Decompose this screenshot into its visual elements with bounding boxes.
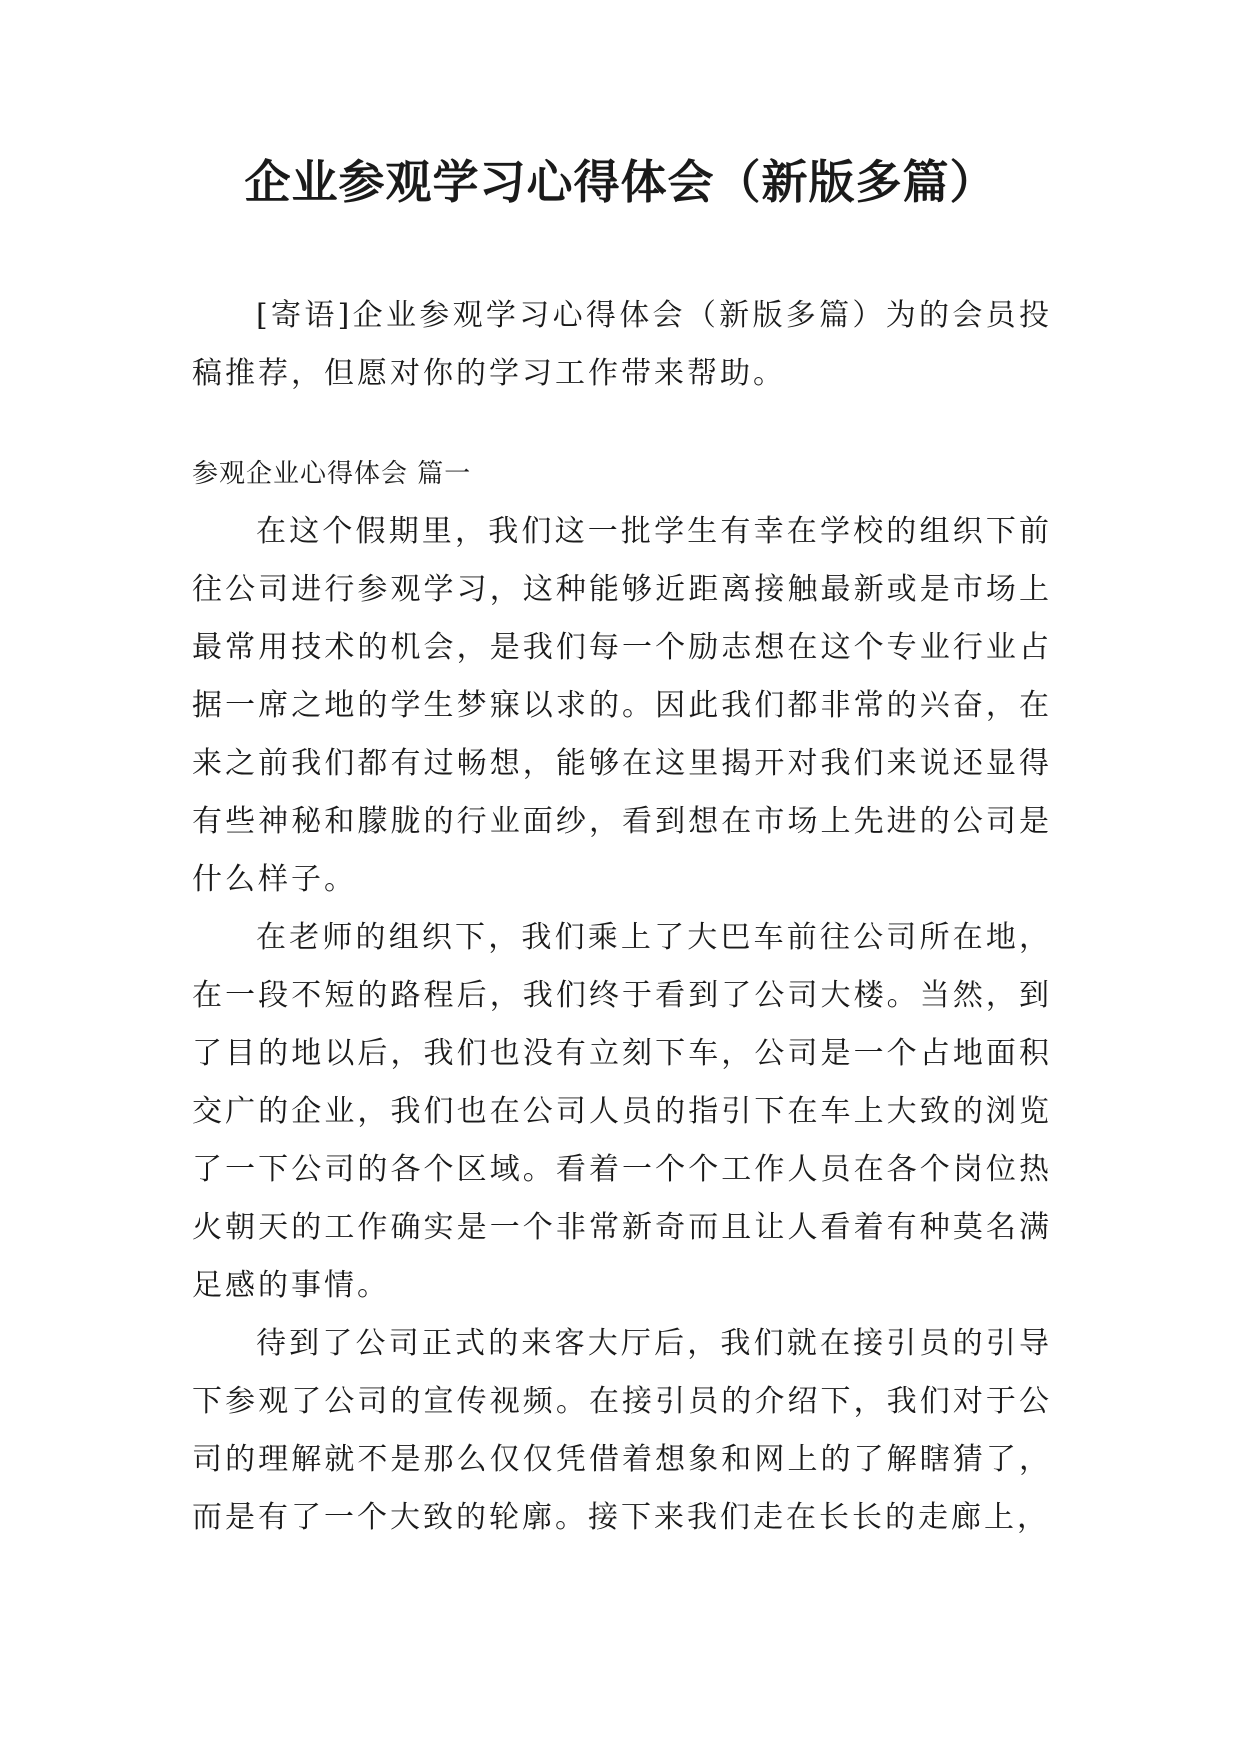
- intro-paragraph: [寄语]企业参观学习心得体会（新版多篇）为的会员投稿推荐，但愿对你的学习工作带来帮助。: [192, 298, 1052, 391]
- section-heading: 参观企业心得体会 篇一: [192, 459, 472, 489]
- body-paragraph-3: 待到了公司正式的来客大厅后，我们就在接引员的引导下参观了公司的宣传视频。在接引员的介绍下，我们对于公司的理解就不是那么仅仅凭借着想象和网上的了解瞎猜了，而是有了一个大致的轮廓。接下来我们走在长长的走廊上，: [192, 1326, 1052, 1535]
- body-paragraph-2: 在老师的组织下，我们乘上了大巴车前往公司所在地，在一段不短的路程后，我们终于看到了公司大楼。当然，到了目的地以后，我们也没有立刻下车，公司是一个占地面积交广的企业，我们也在公司人员的指引下在车上大致的浏览了一下公司的各个区域。看着一个个工作人员在各个岗位热火朝天的工作确实是一个非常新奇而且让人看着有种莫名满足感的事情。: [192, 920, 1052, 1303]
- document-title: 企业参观学习心得体会（新版多篇）: [244, 155, 997, 209]
- document-body: [192, 287, 1052, 1547]
- body-paragraph-1: 在这个假期里，我们这一批学生有幸在学校的组织下前往公司进行参观学习，这种能够近距离接触最新或是市场上最常用技术的机会，是我们每一个励志想在这个专业行业占据一席之地的学生梦寐以求的。因此我们都非常的兴奋，在来之前我们都有过畅想，能够在这里揭开对我们来说还显得有些神秘和朦胧的行业面纱，看到想在市场上先进的公司是什么样子。: [192, 514, 1052, 897]
